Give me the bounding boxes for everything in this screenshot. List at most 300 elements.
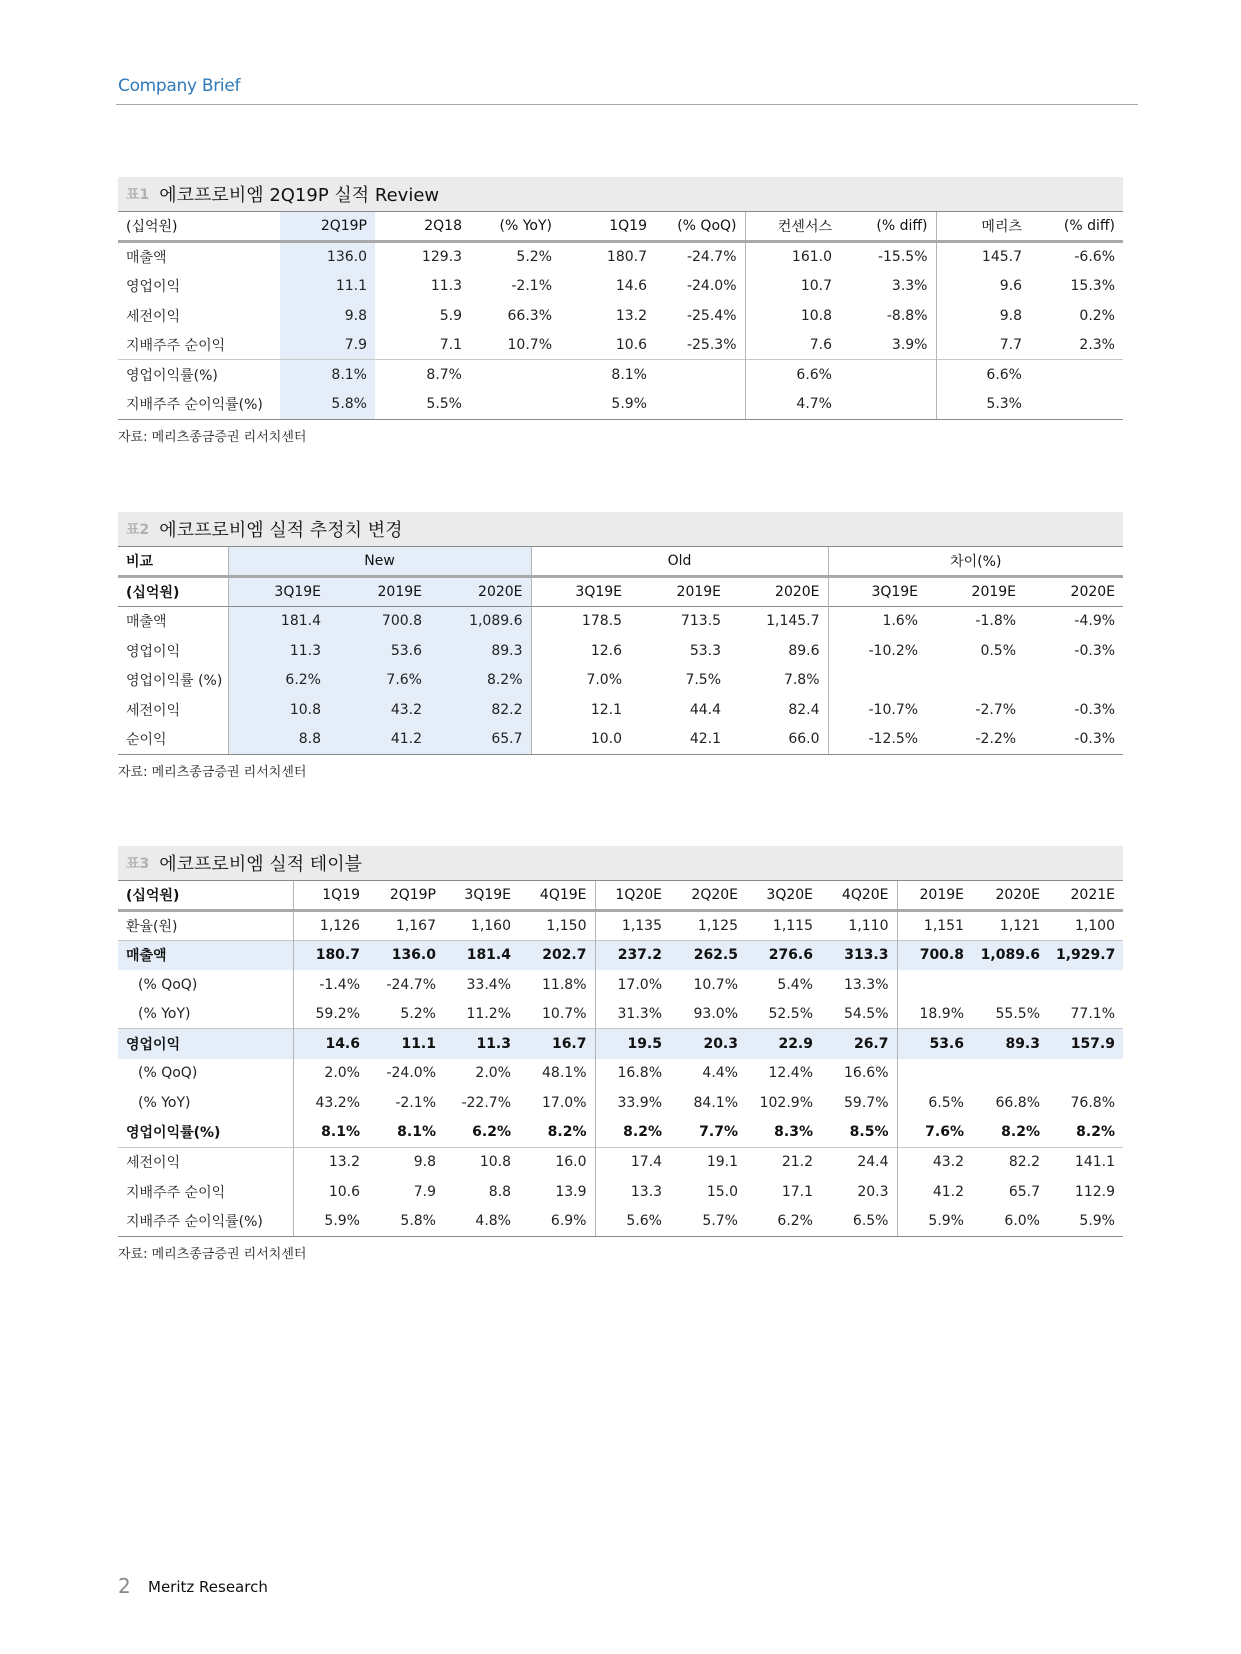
row-label: 세전이익 bbox=[126, 702, 181, 719]
row-label: 영업이익 bbox=[126, 278, 181, 295]
cell-value: 5.9% bbox=[560, 390, 655, 420]
table3-row bbox=[118, 911, 1123, 941]
cell-value: 713.5 bbox=[680, 613, 722, 630]
table2-header-row bbox=[118, 577, 1123, 607]
cell-value: 82.2 bbox=[972, 1147, 1048, 1177]
cell-value: 6.5% bbox=[821, 1207, 897, 1237]
cell-value: 16.6% bbox=[844, 1065, 889, 1082]
cell-value: 8.2% bbox=[1076, 1124, 1115, 1141]
cell-value: 82.4 bbox=[788, 701, 820, 718]
cell-value bbox=[840, 360, 936, 390]
cell-value: 89.3 bbox=[430, 636, 531, 666]
cell-value: 1,110 bbox=[848, 917, 889, 934]
table1-row bbox=[118, 242, 1123, 272]
cell-value: 1,150 bbox=[546, 917, 587, 934]
cell-value: 31.3% bbox=[595, 999, 670, 1029]
table1-col-header: 컨센서스 bbox=[745, 212, 840, 242]
cell-value: 22.9 bbox=[746, 1029, 821, 1059]
cell-value: 181.4 bbox=[228, 606, 329, 636]
cell-value: 9.8 bbox=[280, 301, 375, 331]
cell-value: 3.3% bbox=[891, 277, 928, 294]
row-label: 매출액 bbox=[126, 614, 167, 631]
row-label: 지배주주 순이익률(%) bbox=[118, 1207, 293, 1237]
cell-value bbox=[897, 1059, 972, 1089]
cell-value: 7.9 bbox=[413, 1183, 436, 1200]
cell-value bbox=[1030, 390, 1123, 420]
cell-value bbox=[1030, 360, 1123, 390]
cell-value bbox=[972, 970, 1048, 1000]
table3-col-header: (십억원) bbox=[118, 881, 293, 911]
cell-value: 6.2% bbox=[746, 1207, 821, 1237]
cell-value: 12.6 bbox=[531, 636, 630, 666]
cell-value: 5.8% bbox=[368, 1207, 444, 1237]
table3-block bbox=[118, 846, 1123, 1262]
cell-value: 8.8 bbox=[488, 1183, 511, 1200]
table3-col-header: 2021E bbox=[1048, 881, 1123, 911]
cell-value: 180.7 bbox=[293, 940, 368, 970]
cell-value: 10.7 bbox=[745, 271, 840, 301]
cell-value: 17.0% bbox=[542, 1094, 587, 1111]
cell-value: 313.3 bbox=[821, 940, 897, 970]
cell-value: 10.6 bbox=[615, 336, 647, 353]
cell-value: 4.8% bbox=[444, 1207, 519, 1237]
cell-value: 11.3 bbox=[228, 636, 329, 666]
cell-value: 6.2% bbox=[228, 665, 329, 695]
cell-value: 66.3% bbox=[507, 307, 552, 324]
cell-value: 157.9 bbox=[1048, 1029, 1123, 1059]
cell-value: 84.1% bbox=[693, 1094, 738, 1111]
cell-value: 5.7% bbox=[670, 1207, 746, 1237]
table2-group-old: Old bbox=[531, 547, 828, 577]
cell-value: 7.1 bbox=[439, 336, 462, 353]
cell-value: 8.7% bbox=[375, 360, 470, 390]
cell-value: 55.5% bbox=[995, 1005, 1040, 1022]
cell-value: 129.3 bbox=[421, 249, 462, 266]
cell-value: -8.8% bbox=[886, 307, 928, 324]
cell-value: 8.1% bbox=[280, 360, 375, 390]
table2-col-header: 3Q19E bbox=[531, 577, 630, 607]
table2-group-label: 비교 bbox=[118, 547, 228, 577]
cell-value: -10.2% bbox=[828, 636, 926, 666]
cell-value bbox=[655, 360, 745, 390]
cell-value bbox=[655, 390, 745, 420]
cell-value: 7.7% bbox=[699, 1124, 738, 1141]
cell-value bbox=[1024, 665, 1123, 695]
cell-value: 53.6 bbox=[897, 1029, 972, 1059]
cell-value: 65.7 bbox=[430, 725, 531, 755]
table3-row bbox=[118, 1177, 1123, 1207]
table1-title-bar bbox=[118, 177, 1123, 212]
table3-row bbox=[118, 1088, 1123, 1118]
cell-value: 93.0% bbox=[693, 1005, 738, 1022]
cell-value: 1,135 bbox=[595, 911, 670, 941]
cell-value: 13.2 bbox=[615, 307, 647, 324]
table2-col-header: 3Q19E bbox=[828, 577, 926, 607]
cell-value: -24.0% bbox=[386, 1065, 436, 1082]
cell-value: 8.5% bbox=[849, 1124, 889, 1141]
table2-col-header: 3Q19E bbox=[228, 577, 329, 607]
table3-source: 자료: 메리츠종금증권 리서치센터 bbox=[118, 1246, 307, 1262]
cell-value bbox=[1048, 1059, 1123, 1089]
cell-value: 12.1 bbox=[531, 695, 630, 725]
cell-value: 8.2% bbox=[430, 665, 531, 695]
cell-value: 54.5% bbox=[844, 1005, 889, 1022]
table2-title-bar bbox=[118, 512, 1123, 547]
cell-value: 89.6 bbox=[788, 642, 820, 659]
cell-value: 6.6% bbox=[745, 360, 840, 390]
cell-value: 6.2% bbox=[472, 1124, 511, 1141]
table2-source: 자료: 메리츠종금증권 리서치센터 bbox=[118, 764, 307, 780]
cell-value: 16.0 bbox=[519, 1147, 595, 1177]
cell-value: 10.8 bbox=[444, 1147, 519, 1177]
row-label: 영업이익 bbox=[126, 643, 181, 660]
cell-value: 8.1% bbox=[397, 1124, 436, 1141]
cell-value: 181.4 bbox=[444, 940, 519, 970]
cell-value: 1,145.7 bbox=[766, 613, 820, 630]
table2 bbox=[118, 547, 1123, 755]
cell-value: 262.5 bbox=[670, 940, 746, 970]
cell-value: 7.7 bbox=[936, 330, 1030, 360]
row-label: 환율(원) bbox=[126, 918, 178, 935]
cell-value: -24.0% bbox=[686, 277, 737, 294]
table2-block bbox=[118, 512, 1123, 780]
cell-value: 44.4 bbox=[689, 701, 722, 718]
cell-value: 1,089.6 bbox=[430, 606, 531, 636]
cell-value bbox=[972, 1059, 1048, 1089]
table2-col-header: (십억원) bbox=[126, 584, 180, 601]
cell-value: -12.5% bbox=[828, 725, 926, 755]
cell-value: 8.2% bbox=[595, 1118, 670, 1148]
row-label: 영업이익률(%) bbox=[126, 1125, 221, 1142]
cell-value: 8.3% bbox=[774, 1124, 813, 1141]
row-label: 영업이익률(%) bbox=[118, 360, 280, 390]
cell-value: 10.0 bbox=[531, 725, 630, 755]
cell-value: 1,089.6 bbox=[972, 940, 1048, 970]
table2-group-new: New bbox=[228, 547, 531, 577]
cell-value: 43.2% bbox=[293, 1088, 368, 1118]
cell-value: -2.1% bbox=[511, 277, 552, 294]
row-label: 세전이익 bbox=[126, 308, 181, 325]
cell-value: 6.5% bbox=[897, 1088, 972, 1118]
row-label: 지배주주 순이익 bbox=[126, 1184, 226, 1201]
cell-value: 5.3% bbox=[936, 390, 1030, 420]
cell-value: 202.7 bbox=[519, 940, 595, 970]
table1-header-row bbox=[118, 212, 1123, 242]
cell-value: 48.1% bbox=[542, 1065, 587, 1082]
cell-value: 3.9% bbox=[891, 336, 928, 353]
cell-value: 77.1% bbox=[1070, 1005, 1115, 1022]
cell-value: -24.7% bbox=[386, 976, 436, 993]
cell-value: 5.4% bbox=[777, 976, 813, 993]
footer-brand: Meritz Research bbox=[148, 1578, 268, 1596]
table3-col-header: 1Q19 bbox=[293, 881, 368, 911]
cell-value: 6.6% bbox=[936, 360, 1030, 390]
table3-title-bar bbox=[118, 846, 1123, 881]
row-label: 순이익 bbox=[118, 725, 228, 755]
cell-value: 4.7% bbox=[745, 390, 840, 420]
cell-value: 5.2% bbox=[400, 1005, 436, 1022]
table2-col-header: 2020E bbox=[775, 583, 820, 600]
table3-col-header: 2019E bbox=[897, 881, 972, 911]
row-label: (% QoQ) bbox=[138, 1065, 198, 1082]
cell-value: -15.5% bbox=[877, 249, 928, 266]
cell-value: 12.4% bbox=[768, 1065, 813, 1082]
cell-value: 1,125 bbox=[697, 917, 738, 934]
table2-number: 표2 bbox=[126, 522, 150, 538]
row-label: 지배주주 순이익 bbox=[126, 337, 226, 354]
cell-value: 24.4 bbox=[821, 1147, 897, 1177]
cell-value: 10.7% bbox=[693, 976, 738, 993]
cell-value: 2.0% bbox=[293, 1059, 368, 1089]
cell-value bbox=[828, 665, 926, 695]
section-title: Company Brief bbox=[118, 76, 241, 96]
cell-value: 41.2 bbox=[329, 725, 430, 755]
cell-value: 11.2% bbox=[466, 1005, 511, 1022]
cell-value: 5.8% bbox=[280, 390, 375, 420]
cell-value: 7.5% bbox=[685, 672, 722, 689]
cell-value: 7.0% bbox=[531, 665, 630, 695]
cell-value: -25.4% bbox=[686, 307, 737, 324]
cell-value: -0.3% bbox=[1074, 642, 1116, 659]
cell-value: 7.8% bbox=[783, 672, 820, 689]
table1-col-header: (% diff) bbox=[840, 212, 936, 242]
cell-value: 21.2 bbox=[746, 1147, 821, 1177]
cell-value: 13.3 bbox=[595, 1177, 670, 1207]
cell-value: 0.2% bbox=[1079, 307, 1115, 324]
cell-value: 17.4 bbox=[595, 1147, 670, 1177]
table3-header-row bbox=[118, 881, 1123, 911]
table1-row bbox=[118, 301, 1123, 331]
cell-value: -2.1% bbox=[395, 1094, 436, 1111]
cell-value: -24.7% bbox=[686, 249, 737, 266]
cell-value: 7.6% bbox=[897, 1118, 972, 1148]
table3-col-header: 4Q20E bbox=[821, 881, 897, 911]
cell-value: 136.0 bbox=[280, 242, 375, 272]
cell-value: 15.3% bbox=[1070, 277, 1115, 294]
cell-value: 17.1 bbox=[781, 1183, 813, 1200]
row-label: 매출액 bbox=[118, 940, 293, 970]
cell-value: 16.7 bbox=[519, 1029, 595, 1059]
cell-value: 10.7% bbox=[542, 1005, 587, 1022]
table2-col-header: 2019E bbox=[329, 577, 430, 607]
cell-value: 1,115 bbox=[772, 917, 813, 934]
cell-value: 11.1 bbox=[280, 271, 375, 301]
table3-row bbox=[118, 1059, 1123, 1089]
table1-col-header: 1Q19 bbox=[560, 212, 655, 242]
cell-value bbox=[470, 390, 560, 420]
page-number: 2 bbox=[118, 1574, 131, 1598]
cell-value: 18.9% bbox=[897, 999, 972, 1029]
table3-col-header: 2Q20E bbox=[670, 881, 746, 911]
header-divider bbox=[116, 104, 1138, 105]
cell-value bbox=[840, 390, 936, 420]
cell-value: 41.2 bbox=[897, 1177, 972, 1207]
cell-value: 9.8 bbox=[936, 301, 1030, 331]
table1-source: 자료: 메리츠종금증권 리서치센터 bbox=[118, 429, 307, 445]
cell-value: 136.0 bbox=[368, 940, 444, 970]
cell-value: -2.7% bbox=[975, 701, 1017, 718]
cell-value: 9.6 bbox=[936, 271, 1030, 301]
table1-col-header: (% YoY) bbox=[470, 212, 560, 242]
table1-col-header: (십억원) bbox=[118, 212, 280, 242]
cell-value: 4.4% bbox=[702, 1065, 738, 1082]
cell-value: 9.8 bbox=[368, 1147, 444, 1177]
cell-value: -2.2% bbox=[926, 725, 1024, 755]
cell-value: 7.6% bbox=[329, 665, 430, 695]
cell-value: 11.3 bbox=[444, 1029, 519, 1059]
cell-value: 700.8 bbox=[329, 606, 430, 636]
table1 bbox=[118, 212, 1123, 420]
cell-value: 7.9 bbox=[280, 330, 375, 360]
table1-number: 표1 bbox=[126, 187, 150, 203]
row-label: (% YoY) bbox=[138, 1005, 191, 1022]
table2-row bbox=[118, 606, 1123, 636]
cell-value: 1,929.7 bbox=[1048, 940, 1123, 970]
cell-value: 17.0% bbox=[595, 970, 670, 1000]
row-label: 영업이익률 (%) bbox=[126, 673, 223, 690]
cell-value: 43.2 bbox=[897, 1147, 972, 1177]
table3-col-header: 2020E bbox=[972, 881, 1048, 911]
cell-value: 10.6 bbox=[293, 1177, 368, 1207]
cell-value: 237.2 bbox=[595, 940, 670, 970]
cell-value: -22.7% bbox=[461, 1094, 511, 1111]
cell-value: 11.1 bbox=[368, 1029, 444, 1059]
cell-value: 7.6 bbox=[745, 330, 840, 360]
cell-value: -1.4% bbox=[293, 970, 368, 1000]
table3-col-header: 2Q19P bbox=[368, 881, 444, 911]
table3-row bbox=[118, 1029, 1123, 1059]
cell-value: 0.5% bbox=[980, 642, 1017, 659]
cell-value: 82.2 bbox=[430, 695, 531, 725]
cell-value: 1,100 bbox=[1074, 917, 1115, 934]
cell-value: -0.3% bbox=[1074, 701, 1116, 718]
cell-value: 65.7 bbox=[1008, 1183, 1040, 1200]
cell-value: 59.7% bbox=[844, 1094, 889, 1111]
table2-group-diff: 차이(%) bbox=[828, 547, 1123, 577]
table1-col-header: 메리츠 bbox=[936, 212, 1030, 242]
cell-value: 11.3 bbox=[430, 277, 462, 294]
table1-row bbox=[118, 330, 1123, 360]
cell-value: 178.5 bbox=[531, 606, 630, 636]
row-label: 세전이익 bbox=[118, 1147, 293, 1177]
table3-col-header: 3Q19E bbox=[444, 881, 519, 911]
table1-col-header: 2Q19P bbox=[280, 212, 375, 242]
cell-value: 1,121 bbox=[999, 917, 1040, 934]
cell-value: 1,151 bbox=[897, 911, 972, 941]
cell-value: 10.7% bbox=[507, 336, 552, 353]
cell-value: 5.9% bbox=[897, 1207, 972, 1237]
cell-value: 76.8% bbox=[1070, 1094, 1115, 1111]
cell-value: 13.3% bbox=[844, 976, 889, 993]
row-label: (% QoQ) bbox=[138, 976, 198, 993]
cell-value: 8.2% bbox=[1001, 1124, 1040, 1141]
row-label: (% YoY) bbox=[138, 1094, 191, 1111]
cell-value: 16.8% bbox=[595, 1059, 670, 1089]
cell-value: 1,126 bbox=[293, 911, 368, 941]
cell-value: 33.9% bbox=[595, 1088, 670, 1118]
cell-value: 14.6 bbox=[615, 277, 647, 294]
table3 bbox=[118, 881, 1123, 1237]
cell-value bbox=[897, 970, 972, 1000]
cell-value: 10.8 bbox=[228, 695, 329, 725]
table2-col-header: 2020E bbox=[1070, 583, 1116, 600]
table1-col-header: (% QoQ) bbox=[655, 212, 745, 242]
table3-number: 표3 bbox=[126, 856, 150, 872]
table3-row bbox=[118, 940, 1123, 970]
cell-value: 15.0 bbox=[706, 1183, 738, 1200]
cell-value: 141.1 bbox=[1048, 1147, 1123, 1177]
table3-title: 에코프로비엠 실적 테이블 bbox=[159, 854, 362, 875]
table2-row bbox=[118, 636, 1123, 666]
cell-value: 59.2% bbox=[293, 999, 368, 1029]
table3-row bbox=[118, 1207, 1123, 1237]
cell-value: 42.1 bbox=[630, 725, 729, 755]
cell-value: 33.4% bbox=[466, 976, 511, 993]
table3-col-header: 4Q19E bbox=[519, 881, 595, 911]
cell-value: 13.9 bbox=[555, 1183, 587, 1200]
cell-value: 19.5 bbox=[595, 1029, 670, 1059]
cell-value: 5.9% bbox=[1048, 1207, 1123, 1237]
cell-value: 26.7 bbox=[821, 1029, 897, 1059]
table2-col-header: 2019E bbox=[971, 583, 1017, 600]
table2-group-row bbox=[118, 547, 1123, 577]
cell-value: 180.7 bbox=[606, 249, 647, 266]
cell-value: 145.7 bbox=[936, 242, 1030, 272]
cell-value: 276.6 bbox=[746, 940, 821, 970]
row-label: 지배주주 순이익률(%) bbox=[118, 390, 280, 420]
table1-title: 에코프로비엠 2Q19P 실적 Review bbox=[159, 185, 440, 206]
cell-value: 8.8 bbox=[228, 725, 329, 755]
cell-value: 66.8% bbox=[995, 1094, 1040, 1111]
cell-value: 52.5% bbox=[768, 1005, 813, 1022]
cell-value: 20.3 bbox=[670, 1029, 746, 1059]
cell-value: 20.3 bbox=[857, 1183, 889, 1200]
cell-value: 53.6 bbox=[329, 636, 430, 666]
cell-value: 2.0% bbox=[475, 1065, 511, 1082]
cell-value: -0.3% bbox=[1024, 725, 1123, 755]
table3-row bbox=[118, 999, 1123, 1029]
cell-value: -25.3% bbox=[686, 336, 737, 353]
table1-row bbox=[118, 360, 1123, 390]
table1-row bbox=[118, 390, 1123, 420]
table3-row bbox=[118, 1118, 1123, 1148]
table2-title: 에코프로비엠 실적 추정치 변경 bbox=[159, 520, 403, 541]
table2-row bbox=[118, 695, 1123, 725]
table2-col-header: 2019E bbox=[676, 583, 722, 600]
table3-row bbox=[118, 970, 1123, 1000]
cell-value: 5.6% bbox=[595, 1207, 670, 1237]
cell-value bbox=[926, 665, 1024, 695]
cell-value: 5.9% bbox=[293, 1207, 368, 1237]
table2-col-header: 2020E bbox=[430, 577, 531, 607]
table3-col-header: 1Q20E bbox=[595, 881, 670, 911]
cell-value: -10.7% bbox=[828, 695, 926, 725]
cell-value: 5.5% bbox=[375, 390, 470, 420]
cell-value: -4.9% bbox=[1074, 613, 1116, 630]
table3-col-header: 3Q20E bbox=[746, 881, 821, 911]
cell-value: 8.1% bbox=[560, 360, 655, 390]
table1-block bbox=[118, 177, 1123, 445]
cell-value: 66.0 bbox=[729, 725, 828, 755]
table2-row bbox=[118, 725, 1123, 755]
cell-value: 1,160 bbox=[470, 917, 511, 934]
cell-value: 6.0% bbox=[972, 1207, 1048, 1237]
cell-value: 1,167 bbox=[395, 917, 436, 934]
cell-value: -6.6% bbox=[1074, 249, 1115, 266]
cell-value: 700.8 bbox=[897, 940, 972, 970]
table1-col-header: 2Q18 bbox=[375, 212, 470, 242]
cell-value: 161.0 bbox=[745, 242, 840, 272]
